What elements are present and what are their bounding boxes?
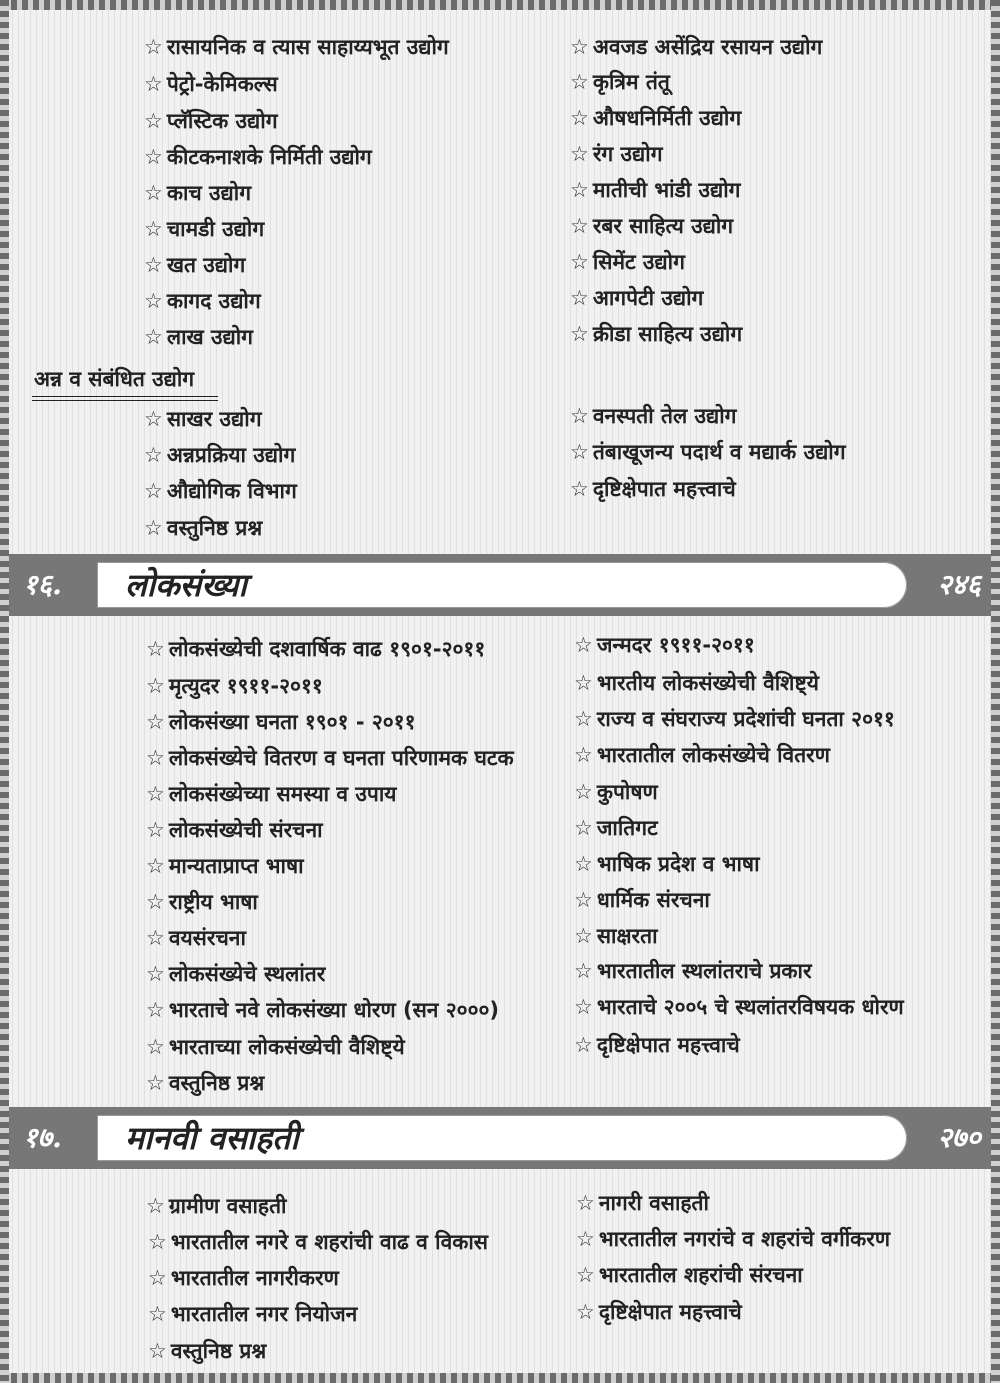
list-item: ☆ भारतातील शहरांची संरचना xyxy=(576,1263,803,1287)
star-icon: ☆ xyxy=(574,671,593,695)
star-icon: ☆ xyxy=(146,710,165,734)
list-item: ☆ भारतीय लोकसंख्येची वैशिष्ट्ये xyxy=(574,671,819,695)
list-item: ☆ कुपोषण xyxy=(574,780,658,804)
star-icon: ☆ xyxy=(570,440,589,464)
star-icon: ☆ xyxy=(144,109,163,133)
list-item: ☆ मान्यताप्राप्त भाषा xyxy=(146,854,304,878)
star-icon: ☆ xyxy=(570,70,589,94)
star-icon: ☆ xyxy=(146,854,165,878)
list-item: ☆ दृष्टिक्षेपात महत्त्वाचे xyxy=(570,477,736,501)
list-item: ☆ औद्योगिक विभाग xyxy=(144,479,297,503)
bottom-border xyxy=(0,1373,1000,1383)
list-item: ☆ कृत्रिम तंतू xyxy=(570,70,670,94)
chapter-page-number: २४६ xyxy=(937,568,981,601)
star-icon: ☆ xyxy=(146,1194,165,1218)
star-icon: ☆ xyxy=(148,1339,167,1363)
list-item: ☆ भारताच्या लोकसंख्येची वैशिष्ट्ये xyxy=(146,1035,405,1059)
star-icon: ☆ xyxy=(570,35,589,59)
star-icon: ☆ xyxy=(146,1071,165,1095)
star-icon: ☆ xyxy=(146,674,165,698)
list-item: ☆ लोकसंख्या घनता १९०१ - २०११ xyxy=(146,710,416,734)
star-icon: ☆ xyxy=(570,214,589,238)
star-icon: ☆ xyxy=(144,145,163,169)
list-item: ☆ रासायनिक व त्यास साहाय्यभूत उद्योग xyxy=(144,35,449,59)
star-icon: ☆ xyxy=(570,142,589,166)
list-item: ☆ सिमेंट उद्योग xyxy=(570,250,685,274)
star-icon: ☆ xyxy=(144,407,163,431)
star-icon: ☆ xyxy=(576,1263,595,1287)
star-icon: ☆ xyxy=(574,707,593,731)
list-item: ☆ वस्तुनिष्ठ प्रश्न xyxy=(144,516,263,540)
star-icon: ☆ xyxy=(144,479,163,503)
star-icon: ☆ xyxy=(144,35,163,59)
list-item: ☆ वस्तुनिष्ठ प्रश्न xyxy=(148,1339,267,1363)
list-item: ☆ भारताचे नवे लोकसंख्या धोरण (सन २०००) xyxy=(146,998,500,1022)
list-item: ☆ लाख उद्योग xyxy=(144,325,253,349)
list-item: ☆ रंग उद्योग xyxy=(570,142,663,166)
list-item: ☆ साक्षरता xyxy=(574,924,658,948)
star-icon: ☆ xyxy=(146,926,165,950)
list-item: ☆ भारतातील नगरांचे व शहरांचे वर्गीकरण xyxy=(576,1227,891,1251)
chapter-title: मानवी वसाहती xyxy=(125,1119,299,1157)
list-item: ☆ धार्मिक संरचना xyxy=(574,888,710,912)
star-icon: ☆ xyxy=(144,289,163,313)
chapter-title-pill xyxy=(97,1115,907,1161)
star-icon: ☆ xyxy=(146,1035,165,1059)
list-item: ☆ भारतातील नागरीकरण xyxy=(148,1266,339,1290)
list-item: ☆ औषधनिर्मिती उद्योग xyxy=(570,106,742,130)
star-icon: ☆ xyxy=(148,1230,167,1254)
list-item: ☆ भाषिक प्रदेश व भाषा xyxy=(574,852,760,876)
list-item: ☆ पेट्रो-केमिकल्स xyxy=(144,72,278,96)
list-item: ☆ साखर उद्योग xyxy=(144,407,262,431)
chapter-16-header[interactable] xyxy=(9,554,991,616)
star-icon: ☆ xyxy=(576,1191,595,1215)
chapter-page-number: २७० xyxy=(937,1121,981,1154)
list-item: ☆ अवजड असेंद्रिय रसायन उद्योग xyxy=(570,35,823,59)
list-item: ☆ वनस्पती तेल उद्योग xyxy=(570,404,737,428)
star-icon: ☆ xyxy=(570,322,589,346)
list-item: ☆ काच उद्योग xyxy=(144,181,252,205)
star-icon: ☆ xyxy=(146,818,165,842)
list-item: ☆ खत उद्योग xyxy=(144,253,246,277)
star-icon: ☆ xyxy=(146,962,165,986)
list-item: ☆ दृष्टिक्षेपात महत्त्वाचे xyxy=(574,1033,740,1057)
list-item: ☆ अन्नप्रक्रिया उद्योग xyxy=(144,443,296,467)
star-icon: ☆ xyxy=(574,743,593,767)
star-icon: ☆ xyxy=(570,250,589,274)
subsection-heading: अन्न व संबंधित उद्योग xyxy=(34,367,195,391)
chapter-number: १७. xyxy=(23,1121,62,1154)
list-item: ☆ भारतातील नगर नियोजन xyxy=(148,1302,358,1326)
list-item: ☆ भारतातील नगरे व शहरांची वाढ व विकास xyxy=(148,1230,489,1254)
list-item: ☆ जातिगट xyxy=(574,816,658,840)
list-item: ☆ भारतातील लोकसंख्येचे वितरण xyxy=(574,743,830,767)
list-item: ☆ लोकसंख्येचे वितरण व घनता परिणामक घटक xyxy=(146,746,514,770)
star-icon: ☆ xyxy=(574,852,593,876)
list-item: ☆ भारतातील स्थलांतराचे प्रकार xyxy=(574,959,812,983)
list-item: ☆ लोकसंख्येच्या समस्या व उपाय xyxy=(146,782,397,806)
list-item: ☆ मातीची भांडी उद्योग xyxy=(570,178,741,202)
chapter-number: १६. xyxy=(23,568,62,601)
star-icon: ☆ xyxy=(574,995,593,1019)
heading-underline xyxy=(32,396,218,401)
star-icon: ☆ xyxy=(146,782,165,806)
list-item: ☆ कागद उद्योग xyxy=(144,289,261,313)
star-icon: ☆ xyxy=(144,72,163,96)
star-icon: ☆ xyxy=(574,924,593,948)
star-icon: ☆ xyxy=(144,181,163,205)
list-item: ☆ नागरी वसाहती xyxy=(576,1191,709,1215)
list-item: ☆ रबर साहित्य उद्योग xyxy=(570,214,734,238)
right-border xyxy=(991,0,1000,1383)
left-border xyxy=(0,0,9,1383)
star-icon: ☆ xyxy=(576,1300,595,1324)
star-icon: ☆ xyxy=(574,1033,593,1057)
star-icon: ☆ xyxy=(570,106,589,130)
star-icon: ☆ xyxy=(576,1227,595,1251)
list-item: ☆ भारताचे २००५ चे स्थलांतरविषयक धोरण xyxy=(574,995,904,1019)
star-icon: ☆ xyxy=(148,1266,167,1290)
list-item: ☆ वयसंरचना xyxy=(146,926,246,950)
star-icon: ☆ xyxy=(574,780,593,804)
star-icon: ☆ xyxy=(570,477,589,501)
list-item: ☆ कीटकनाशके निर्मिती उद्योग xyxy=(144,145,372,169)
chapter-17-header[interactable] xyxy=(9,1107,991,1169)
list-item: ☆ प्लॅस्टिक उद्योग xyxy=(144,109,278,133)
star-icon: ☆ xyxy=(574,888,593,912)
star-icon: ☆ xyxy=(146,637,165,661)
list-item: ☆ आगपेटी उद्योग xyxy=(570,286,704,310)
top-border xyxy=(0,0,1000,10)
chapter-title-pill xyxy=(97,562,907,608)
list-item: ☆ चामडी उद्योग xyxy=(144,217,265,241)
list-item: ☆ मृत्युदर १९११-२०११ xyxy=(146,674,323,698)
list-item: ☆ दृष्टिक्षेपात महत्त्वाचे xyxy=(576,1300,742,1324)
chapter-title: लोकसंख्या xyxy=(125,566,247,604)
list-item: ☆ राष्ट्रीय भाषा xyxy=(146,890,258,914)
star-icon: ☆ xyxy=(144,325,163,349)
star-icon: ☆ xyxy=(570,178,589,202)
list-item: ☆ लोकसंख्येचे स्थलांतर xyxy=(146,962,326,986)
star-icon: ☆ xyxy=(144,253,163,277)
star-icon: ☆ xyxy=(570,404,589,428)
list-item: ☆ क्रीडा साहित्य उद्योग xyxy=(570,322,743,346)
list-item: ☆ वस्तुनिष्ठ प्रश्न xyxy=(146,1071,265,1095)
star-icon: ☆ xyxy=(144,443,163,467)
star-icon: ☆ xyxy=(574,959,593,983)
star-icon: ☆ xyxy=(570,286,589,310)
star-icon: ☆ xyxy=(574,816,593,840)
star-icon: ☆ xyxy=(144,217,163,241)
star-icon: ☆ xyxy=(144,516,163,540)
list-item: ☆ राज्य व संघराज्य प्रदेशांची घनता २०११ xyxy=(574,707,895,731)
list-item: ☆ तंबाखूजन्य पदार्थ व मद्यार्क उद्योग xyxy=(570,440,846,464)
star-icon: ☆ xyxy=(146,890,165,914)
star-icon: ☆ xyxy=(146,998,165,1022)
list-item: ☆ ग्रामीण वसाहती xyxy=(146,1194,287,1218)
star-icon: ☆ xyxy=(148,1302,167,1326)
list-item: ☆ लोकसंख्येची दशवार्षिक वाढ १९०१-२०११ xyxy=(146,637,486,661)
list-item: ☆ जन्मदर १९११-२०११ xyxy=(574,633,755,657)
star-icon: ☆ xyxy=(574,633,593,657)
star-icon: ☆ xyxy=(146,746,165,770)
list-item: ☆ लोकसंख्येची संरचना xyxy=(146,818,323,842)
